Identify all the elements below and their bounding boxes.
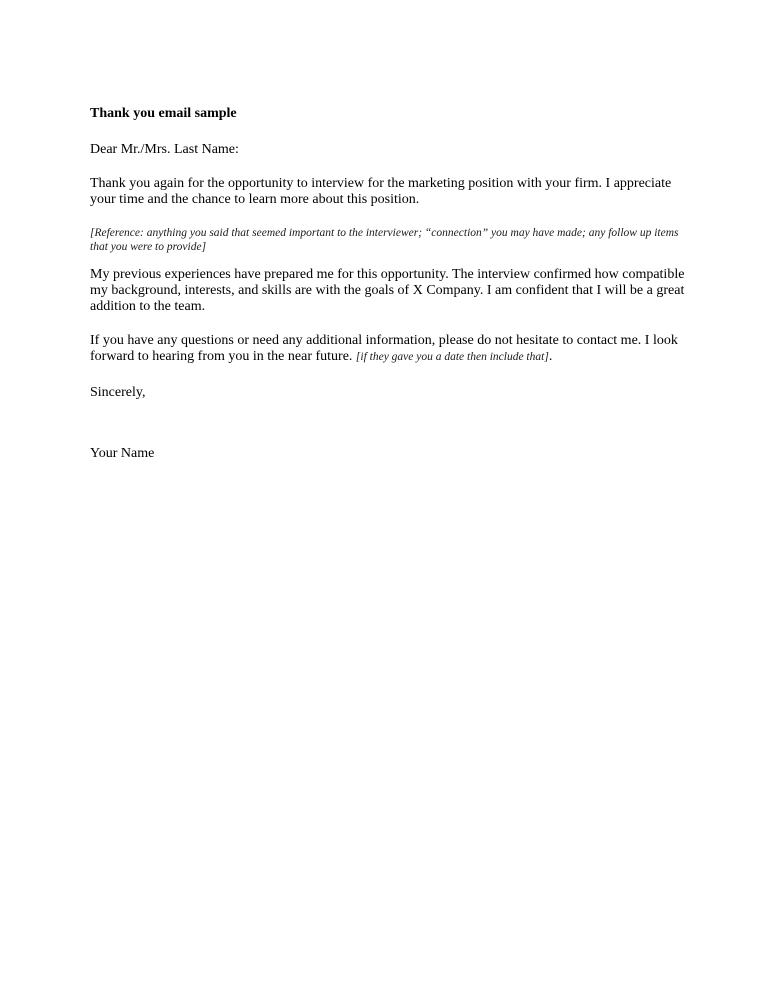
signature: Your Name [90, 446, 155, 461]
paragraph-contact [90, 333, 690, 365]
document-title: Thank you email sample [90, 106, 237, 121]
salutation: Dear Mr./Mrs. Last Name: [90, 142, 239, 157]
reference-note: [Reference: anything you said that seemed important to the interviewer; “connection” you may have made; any follow up items that you were to provide] [90, 227, 679, 253]
letter-page [90, 106, 690, 462]
paragraph-thanks: Thank you again for the opportunity to interview for the marketing position with your firm. I appreciate your time and the chance to learn more about this position. [90, 176, 672, 207]
date-note: [if they gave you a date then include that] [355, 351, 549, 363]
paragraph-contact-end: . [548, 349, 553, 364]
paragraph-contact-text: If you have any questions or need any additional information, please do not hesitate to contact me. I look forward to hearing from you in the near future. [90, 333, 678, 364]
closing: Sincerely, [90, 385, 146, 400]
paragraph-experience: My previous experiences have prepared me for this opportunity. The interview confirmed how compatible my background, interests, and skills are with the goals of X Company. I am confident that I will be a great addition to the team. [90, 267, 685, 314]
